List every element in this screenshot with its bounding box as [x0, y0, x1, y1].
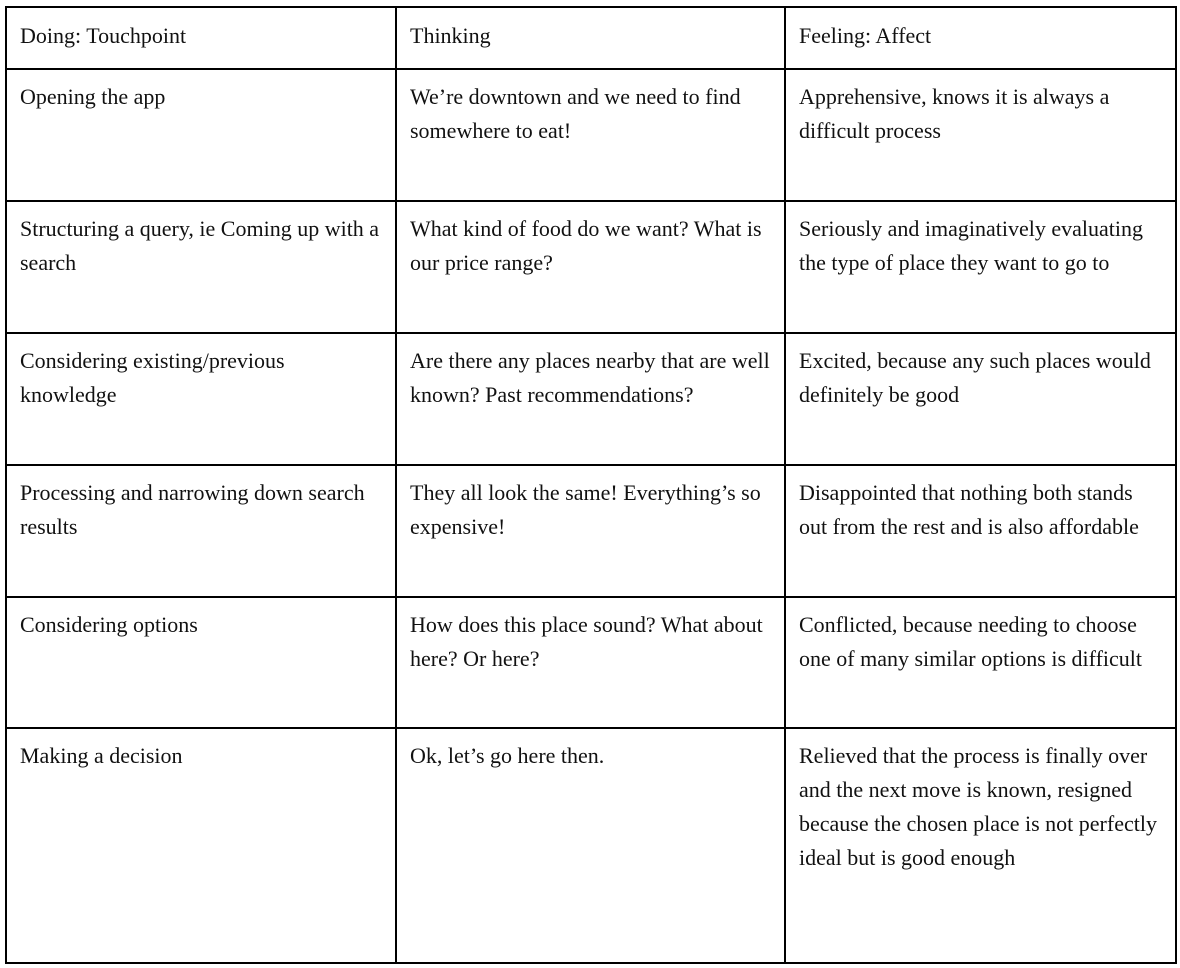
table-row: [6, 201, 1176, 333]
cell-thinking: They all look the same! Everything’s so expensive!: [396, 465, 785, 597]
cell-thinking: Are there any places nearby that are well known? Past recommendations?: [396, 333, 785, 465]
user-journey-table: [5, 6, 1177, 964]
cell-feeling: Seriously and imaginatively evaluating the type of place they want to go to: [785, 201, 1176, 333]
table-row: [6, 465, 1176, 597]
cell-doing: Processing and narrowing down search results: [6, 465, 396, 597]
cell-thinking: What kind of food do we want? What is our price range?: [396, 201, 785, 333]
cell-feeling: Apprehensive, knows it is always a difficult process: [785, 69, 1176, 201]
table-row: [6, 69, 1176, 201]
header-thinking: Thinking: [396, 7, 785, 69]
cell-doing: Opening the app: [6, 69, 396, 201]
cell-thinking: How does this place sound? What about here? Or here?: [396, 597, 785, 728]
table-row: [6, 728, 1176, 963]
cell-thinking: We’re downtown and we need to find somewhere to eat!: [396, 69, 785, 201]
cell-thinking: Ok, let’s go here then.: [396, 728, 785, 963]
cell-feeling: Excited, because any such places would definitely be good: [785, 333, 1176, 465]
cell-feeling: Conflicted, because needing to choose one of many similar options is difficult: [785, 597, 1176, 728]
cell-feeling: Relieved that the process is finally over and the next move is known, resigned because the chosen place is not perfectly ideal but is good enough: [785, 728, 1176, 963]
header-feeling-affect: Feeling: Affect: [785, 7, 1176, 69]
table-row: [6, 597, 1176, 728]
cell-feeling: Disappointed that nothing both stands out from the rest and is also affordable: [785, 465, 1176, 597]
header-doing-touchpoint: Doing: Touchpoint: [6, 7, 396, 69]
cell-doing: Making a decision: [6, 728, 396, 963]
cell-doing: Structuring a query, ie Coming up with a search: [6, 201, 396, 333]
table-row: [6, 333, 1176, 465]
table-header-row: [6, 7, 1176, 69]
cell-doing: Considering options: [6, 597, 396, 728]
cell-doing: Considering existing/previous knowledge: [6, 333, 396, 465]
